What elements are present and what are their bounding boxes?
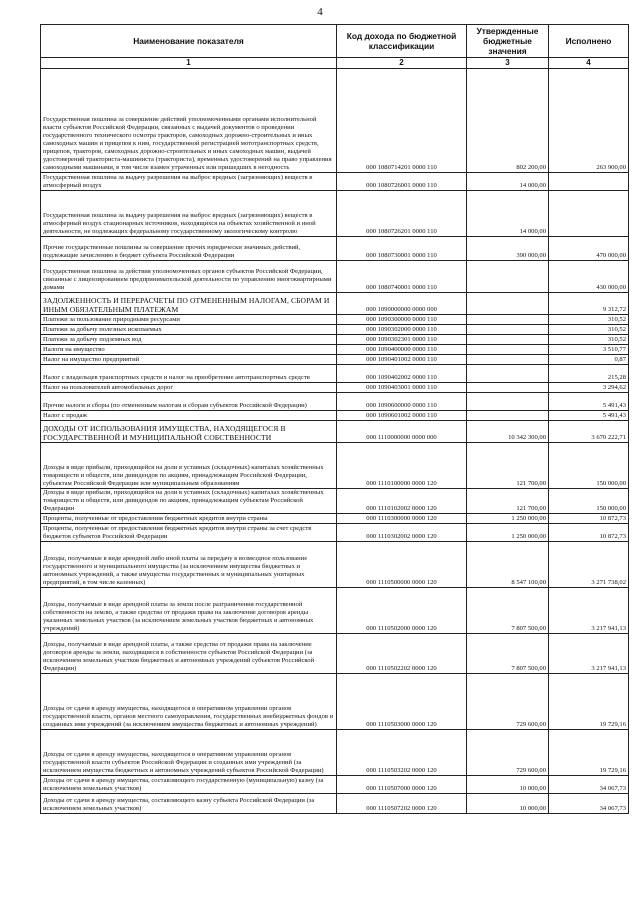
row-approved-value: 10 000,00 (467, 794, 549, 814)
row-executed-value: 0,87 (549, 355, 629, 365)
row-indicator-name: Государственная пошлина за выдачу разрешения на выброс вредных (загрязняющих) веществ в атмосферный воздух (41, 173, 337, 191)
row-indicator-name: Доходы от сдачи в аренду имущества, составляющего казну субъекта Российской Федерации (за исключением земельных участков) (41, 794, 337, 814)
row-income-code: 000 1110300000 0000 120 (337, 514, 467, 524)
table-row (41, 293, 629, 315)
table-row (41, 237, 629, 261)
row-indicator-name: Налоги на имущество (41, 345, 337, 355)
row-indicator-name: Доходы в виде прибыли, приходящейся на доли в уставных (складочных) капиталах хозяйственных товариществ и обществ, или дивидендов по акциям, принадлежащим Российской Федерации, субъектам Российской Федерации или муниципальным образованиям (41, 443, 337, 489)
row-executed-value: 3 294,62 (549, 383, 629, 393)
header-executed: Исполнено (549, 25, 629, 58)
row-approved-value (467, 325, 549, 335)
table-row (41, 335, 629, 345)
row-indicator-name: Прочие налоги и сборы (по отмененным налогам и сборам субъектов Российской Федерации) (41, 393, 337, 411)
row-indicator-name: Платежи за добычу подземных вод (41, 335, 337, 345)
row-approved-value (467, 365, 549, 383)
row-income-code: 000 1090302000 0000 110 (337, 325, 467, 335)
row-income-code: 000 1110502000 0000 120 (337, 588, 467, 634)
row-executed-value: 470 000,00 (549, 237, 629, 261)
table-row (41, 776, 629, 794)
table-row (41, 355, 629, 365)
row-income-code: 000 1110302002 0000 120 (337, 524, 467, 542)
page-number: 4 (317, 6, 323, 18)
header-indicator-name: Наименование показателя (41, 25, 337, 58)
table-row (41, 325, 629, 335)
row-approved-value (467, 383, 549, 393)
row-income-code: 000 1090300000 0000 110 (337, 315, 467, 325)
row-executed-value: 263 900,00 (549, 69, 629, 173)
row-executed-value: 150 000,00 (549, 489, 629, 514)
row-executed-value: 3 217 941,13 (549, 588, 629, 634)
table-row (41, 315, 629, 325)
table-row (41, 383, 629, 393)
row-executed-value: 3 510,77 (549, 345, 629, 355)
row-executed-value: 3 217 941,13 (549, 634, 629, 674)
row-executed-value: 19 729,16 (549, 674, 629, 730)
row-indicator-name: Доходы, получаемые в виде арендной платы, а также средства от продажи права на заключение договоров аренды за земли, находящиеся в собственности субъектов Российской Федерации (за исключением земельных участков бюджетных и автономных учреждений субъектов Российской Федерации) (41, 634, 337, 674)
row-income-code: 000 1090401002 0000 110 (337, 355, 467, 365)
table-body (41, 69, 629, 814)
row-income-code: 000 1090402002 0000 110 (337, 365, 467, 383)
row-executed-value: 430 000,00 (549, 261, 629, 293)
row-executed-value: 34 067,73 (549, 776, 629, 794)
row-income-code: 000 1090400000 0000 110 (337, 345, 467, 355)
row-approved-value (467, 315, 549, 325)
row-approved-value: 10 342 300,00 (467, 421, 549, 443)
row-indicator-name: Доходы, получаемые в виде арендной либо иной платы за передачу в возмездное пользование государственного и муниципального имущества (за исключением имущества бюджетных и автономных учреждений, а также имущества государственных и муниципальных унитарных предприятий, в том числе казенных) (41, 542, 337, 588)
row-executed-value: 3 670 222,71 (549, 421, 629, 443)
table-row (41, 588, 629, 634)
table-header-row (41, 25, 629, 58)
table-row (41, 489, 629, 514)
row-executed-value: 10 872,73 (549, 524, 629, 542)
row-income-code: 000 1110500000 0000 120 (337, 542, 467, 588)
row-executed-value: 5 491,43 (549, 393, 629, 411)
row-approved-value: 1 250 000,00 (467, 514, 549, 524)
row-executed-value: 19 729,16 (549, 730, 629, 776)
row-indicator-name: Платежи за пользование природными ресурсами (41, 315, 337, 325)
table-row (41, 393, 629, 411)
row-income-code: 000 1080726201 0000 110 (337, 191, 467, 237)
row-indicator-name: ЗАДОЛЖЕННОСТЬ И ПЕРЕРАСЧЕТЫ ПО ОТМЕНЕННЫМ НАЛОГАМ, СБОРАМ И ИНЫМ ОБЯЗАТЕЛЬНЫМ ПЛАТЕЖАМ (41, 293, 337, 315)
row-approved-value: 1 250 000,00 (467, 524, 549, 542)
row-approved-value (467, 355, 549, 365)
row-indicator-name: Проценты, полученные от предоставления бюджетных кредитов внутри страны (41, 514, 337, 524)
row-income-code: 000 1110102002 0000 120 (337, 489, 467, 514)
column-number: 1 (41, 58, 337, 69)
row-income-code: 000 1080726001 0000 110 (337, 173, 467, 191)
row-indicator-name: Налог с владельцев транспортных средств и налог на приобретение автотранспортных средств (41, 365, 337, 383)
row-executed-value: 5 491,43 (549, 411, 629, 421)
row-executed-value: 34 067,73 (549, 794, 629, 814)
row-executed-value: 215,28 (549, 365, 629, 383)
row-executed-value: 310,52 (549, 335, 629, 345)
row-approved-value (467, 345, 549, 355)
row-income-code: 000 1110502202 0000 120 (337, 634, 467, 674)
row-approved-value: 10 000,00 (467, 776, 549, 794)
table-row (41, 674, 629, 730)
row-approved-value: 14 000,00 (467, 173, 549, 191)
row-approved-value (467, 393, 549, 411)
table-row (41, 794, 629, 814)
row-indicator-name: Платежи за добычу полезных ископаемых (41, 325, 337, 335)
row-approved-value: 802 200,00 (467, 69, 549, 173)
table-row (41, 365, 629, 383)
row-approved-value (467, 411, 549, 421)
row-indicator-name: Доходы от сдачи в аренду имущества, составляющего государственную (муниципальную) казну (за исключением земельных участков) (41, 776, 337, 794)
row-executed-value: 150 000,00 (549, 443, 629, 489)
row-income-code: 000 1110000000 0000 000 (337, 421, 467, 443)
row-approved-value: 729 600,00 (467, 730, 549, 776)
column-number: 3 (467, 58, 549, 69)
row-income-code: 000 1110503202 0000 120 (337, 730, 467, 776)
row-income-code: 000 1110507202 0000 120 (337, 794, 467, 814)
row-executed-value: 3 271 738,02 (549, 542, 629, 588)
budget-execution-table (40, 24, 629, 814)
row-indicator-name: Государственная пошлина за выдачу разрешения на выброс вредных (загрязняющих) веществ в атмосферный воздух стационарных источников, находящихся на объектах хозяйственной и иной деятельности, не подлежащих федеральному государственному экологическому контролю (41, 191, 337, 237)
row-indicator-name: Государственная пошлина за совершение действий уполномоченными органами исполнительной власти субъектов Российской Федерации, связанных с выдачей документов о проведении государственного технического осмотра тракторов, самоходных дорожно-строительных и иных самоходных машин и прицепов к ним, государственной регистрацией мототранспортных средств, прицепов, тракторов, самоходных дорожно-строительных и иных самоходных машин, выдачей удостоверений тракториста-машиниста (тракториста), временных удостоверений на право управления самоходными машинами, в том числе взамен утраченных или пришедших в негодность (41, 69, 337, 173)
row-income-code: 000 1090403001 0000 110 (337, 383, 467, 393)
row-indicator-name: Прочие государственные пошлины за совершение прочих юридически значимых действий, подлежащие зачислению в бюджет субъекта Российской Федерации (41, 237, 337, 261)
table-row (41, 421, 629, 443)
row-approved-value: 7 807 500,00 (467, 634, 549, 674)
table-row (41, 345, 629, 355)
row-executed-value: 10 872,73 (549, 514, 629, 524)
row-approved-value: 390 000,00 (467, 237, 549, 261)
row-approved-value (467, 335, 549, 345)
row-approved-value (467, 293, 549, 315)
table-row (41, 173, 629, 191)
row-executed-value: 9 312,72 (549, 293, 629, 315)
row-approved-value (467, 261, 549, 293)
table-row (41, 261, 629, 293)
table-row (41, 634, 629, 674)
table-row (41, 191, 629, 237)
table-row (41, 730, 629, 776)
row-indicator-name: Налог с продаж (41, 411, 337, 421)
row-income-code: 000 1080740001 0000 110 (337, 261, 467, 293)
table-row (41, 514, 629, 524)
row-indicator-name: Государственная пошлина за действия уполномоченных органов субъектов Российской Федерации, связанные с лицензированием предпринимательской деятельности по управлению многоквартирными домами (41, 261, 337, 293)
row-indicator-name: Доходы, получаемые в виде арендной платы за земли после разграничения государственной собственности на землю, а также средства от продажи права на заключение договоров аренды указанных земельных участков (за исключением земельных участков бюджетных и автономных учреждений) (41, 588, 337, 634)
row-approved-value: 14 000,00 (467, 191, 549, 237)
row-indicator-name: Проценты, полученные от предоставления бюджетных кредитов внутри страны за счет средств бюджетов субъектов Российской Федерации (41, 524, 337, 542)
column-number: 4 (549, 58, 629, 69)
row-approved-value: 7 807 500,00 (467, 588, 549, 634)
row-income-code: 000 1090600000 0000 110 (337, 393, 467, 411)
row-indicator-name: Доходы в виде прибыли, приходящейся на доли в уставных (складочных) капиталах хозяйственных товариществ и обществ, или дивидендов по акциям, принадлежащим субъектам Российской Федерации (41, 489, 337, 514)
table-row (41, 542, 629, 588)
row-approved-value: 121 700,00 (467, 489, 549, 514)
row-indicator-name: ДОХОДЫ ОТ ИСПОЛЬЗОВАНИЯ ИМУЩЕСТВА, НАХОДЯЩЕГОСЯ В ГОСУДАРСТВЕННОЙ И МУНИЦИПАЛЬНОЙ СОБСТВЕННОСТИ (41, 421, 337, 443)
row-executed-value: 310,52 (549, 315, 629, 325)
row-income-code: 000 1090000000 0000 000 (337, 293, 467, 315)
row-income-code: 000 1110507000 0000 120 (337, 776, 467, 794)
row-executed-value (549, 191, 629, 237)
row-approved-value: 729 600,00 (467, 674, 549, 730)
table-row (41, 69, 629, 173)
row-income-code: 000 1080714201 0000 110 (337, 69, 467, 173)
row-income-code: 000 1090302301 0000 110 (337, 335, 467, 345)
table-row (41, 524, 629, 542)
row-income-code: 000 1110503000 0000 120 (337, 674, 467, 730)
row-indicator-name: Налог на пользователей автомобильных дорог (41, 383, 337, 393)
header-approved-values: Утвержденные бюджетные значения (467, 25, 549, 58)
row-approved-value: 121 700,00 (467, 443, 549, 489)
row-indicator-name: Налог на имущество предприятий (41, 355, 337, 365)
row-income-code: 000 1110100000 0000 120 (337, 443, 467, 489)
column-number-row (41, 58, 629, 69)
row-approved-value: 8 547 100,00 (467, 542, 549, 588)
column-number: 2 (337, 58, 467, 69)
table-row (41, 443, 629, 489)
row-income-code: 000 1090601002 0000 110 (337, 411, 467, 421)
header-income-code: Код дохода по бюджетной классификации (337, 25, 467, 58)
row-income-code: 000 1080730001 0000 110 (337, 237, 467, 261)
row-indicator-name: Доходы от сдачи в аренду имущества, находящегося в оперативном управлении органов государственной власти субъектов Российской Федерации и созданных ими учреждений (за исключением имущества бюджетных и автономных учреждений субъектов Российской Федерации) (41, 730, 337, 776)
row-executed-value (549, 173, 629, 191)
row-executed-value: 310,52 (549, 325, 629, 335)
table-row (41, 411, 629, 421)
row-indicator-name: Доходы от сдачи в аренду имущества, находящегося в оперативном управлении органов государственной власти, органов местного самоуправления, государственных внебюджетных фондов и созданных ими учреждений (за исключением имущества бюджетных и автономных учреждений) (41, 674, 337, 730)
